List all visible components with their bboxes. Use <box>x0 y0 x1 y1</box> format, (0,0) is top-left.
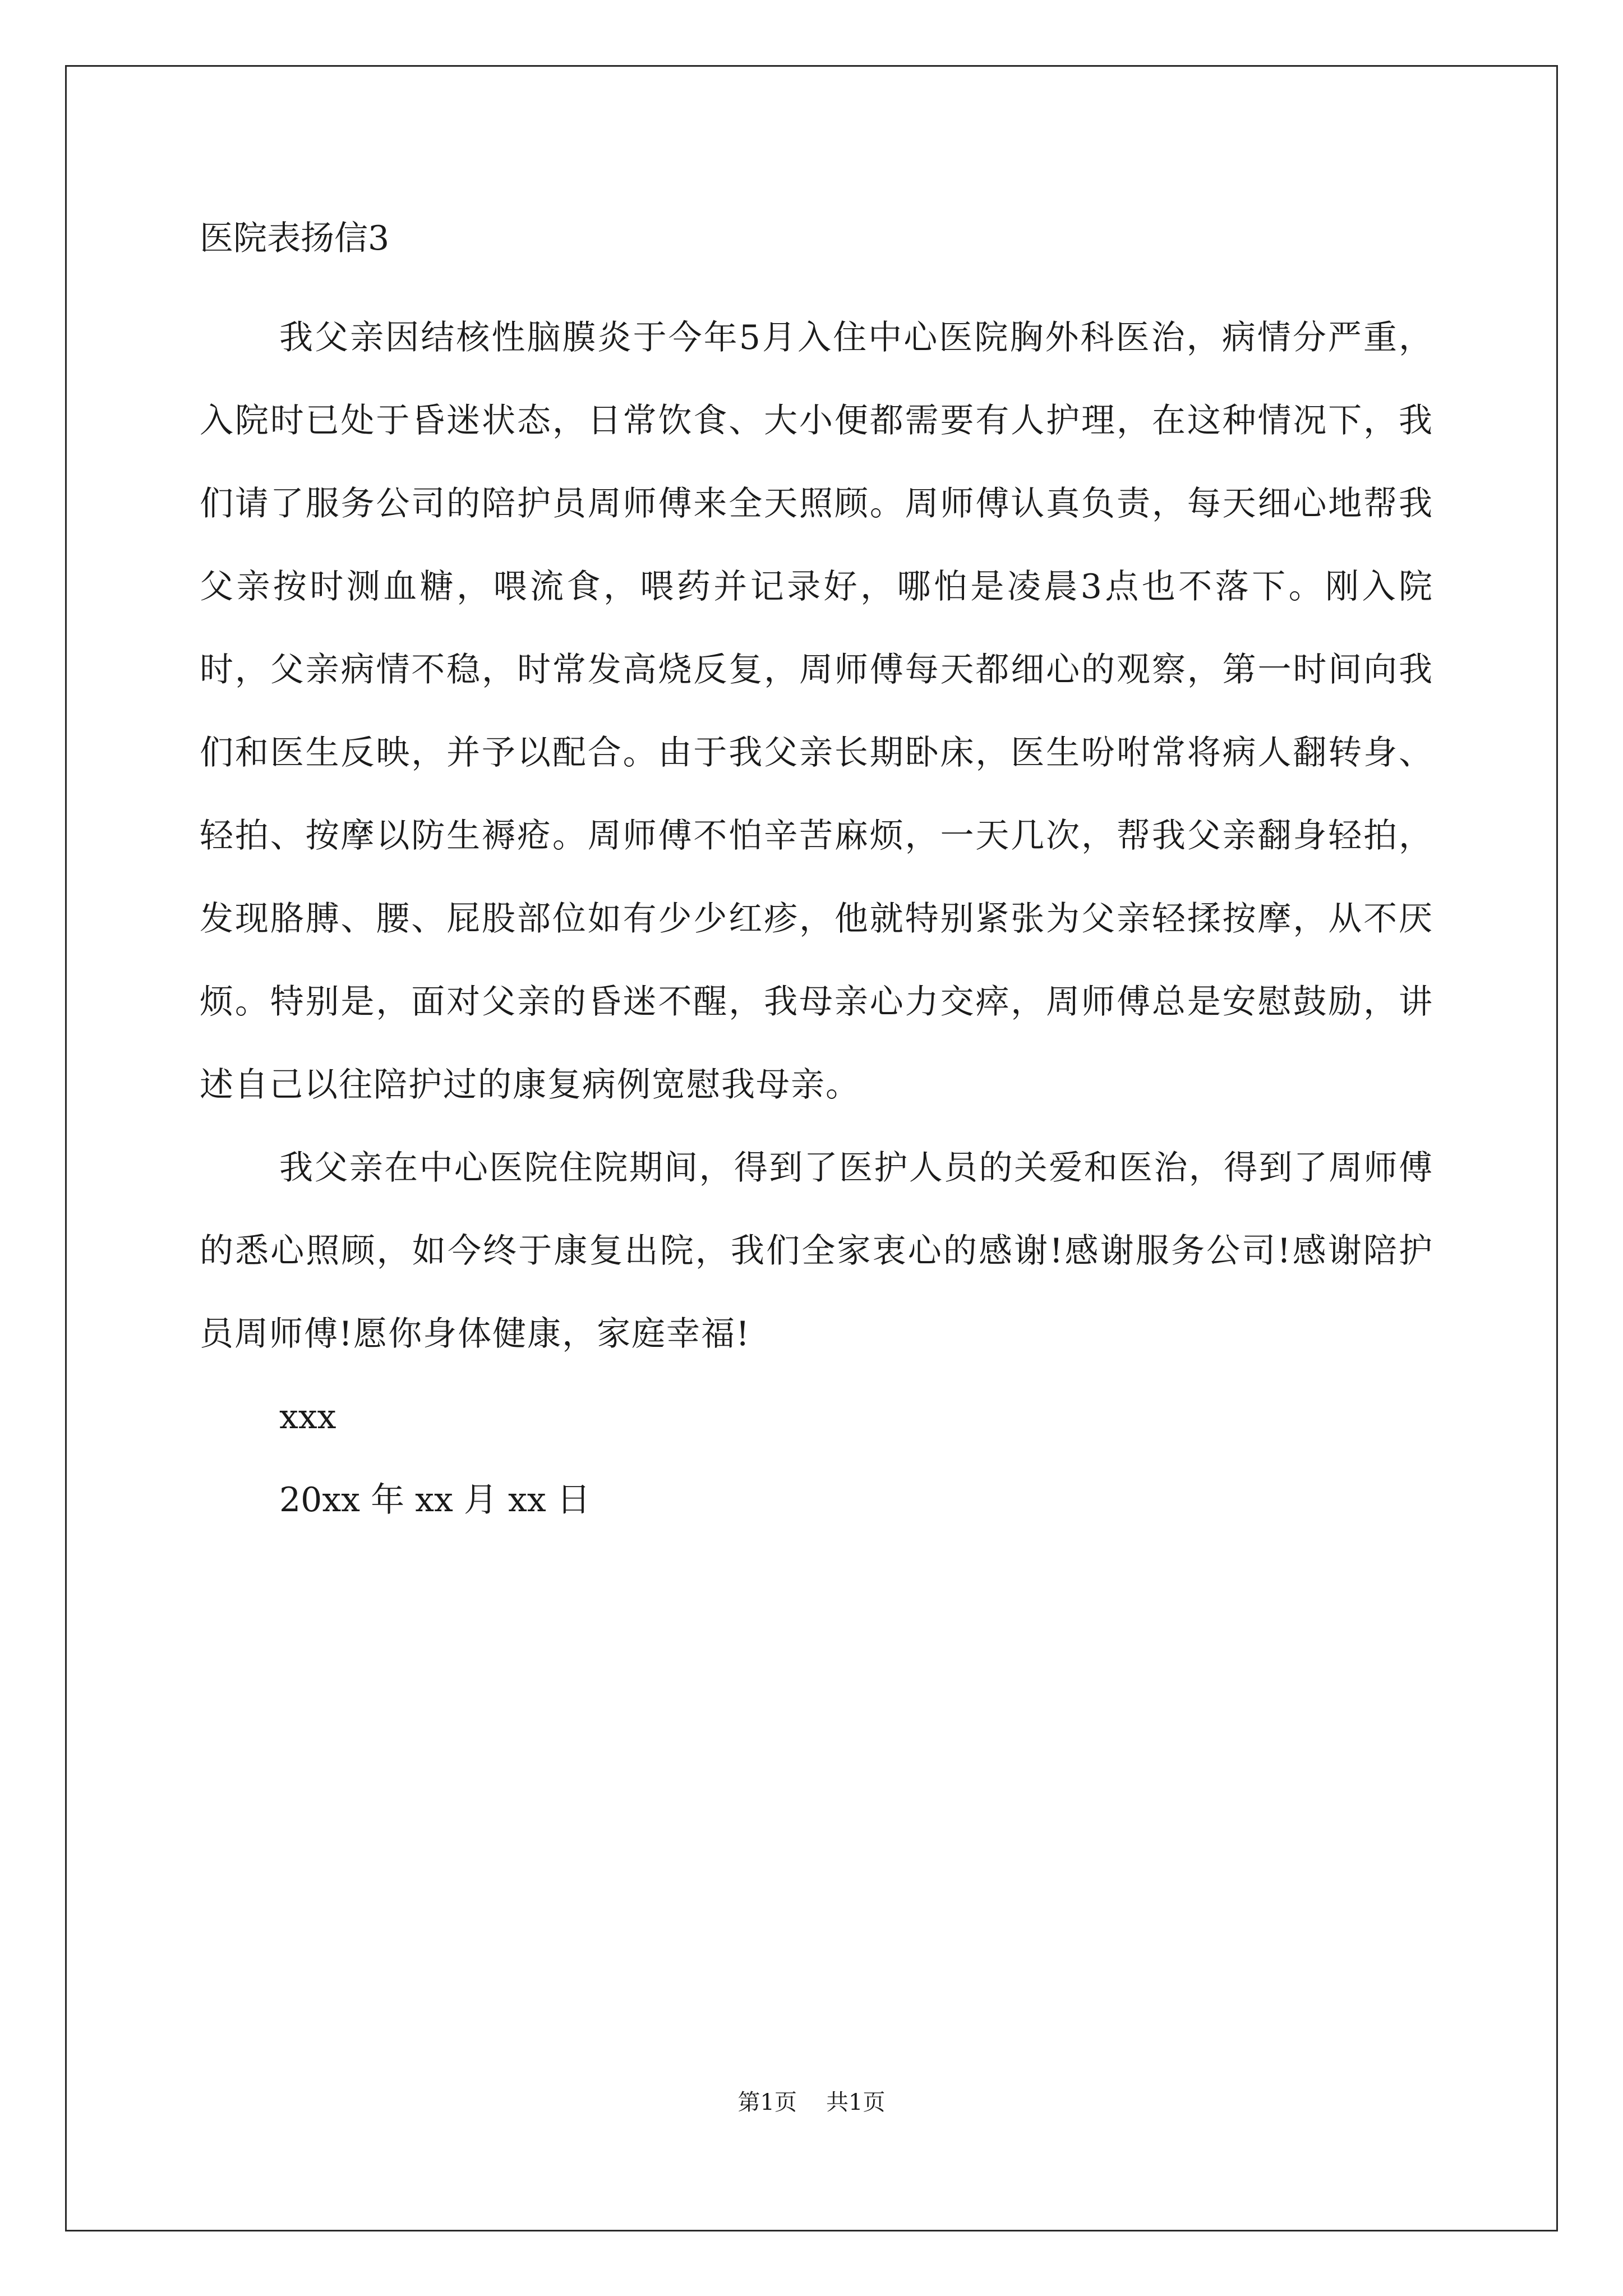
signature: xxx <box>279 1397 336 1437</box>
letter-date: 20xx 年 xx 月 xx 日 <box>279 1480 591 1520</box>
letter-title: 医院表扬信3 <box>200 219 390 258</box>
letter-paragraph-2: 我父亲在中心医院住院期间，得到了医护人员的关爱和医治，得到了周师傅的悉心照顾，如今终于康复出院，我们全家衷心的感谢!感谢服务公司!感谢陪护员周师傅!愿你身体健康，家庭幸福! <box>200 1148 1433 1354</box>
letter-body <box>200 213 1433 1542</box>
letter-paragraph-1: 我父亲因结核性脑膜炎于今年5月入住中心医院胸外科医治，病情分严重，入院时已处于昏迷状态，日常饮食、大小便都需要有人护理，在这种情况下，我们请了服务公司的陪护员周师傅来全天照顾。周师傅认真负责，每天细心地帮我父亲按时测血糖，喂流食，喂药并记录好，哪怕是凌晨3点也不落下。刚入院时，父亲病情不稳，时常发高烧反复，周师傅每天都细心的观察，第一时间向我们和医生反映，并予以配合。由于我父亲长期卧床，医生吩咐常将病人翻转身、轻拍、按摩以防生褥疮。周师傅不怕辛苦麻烦，一天几次，帮我父亲翻身轻拍，发现胳膊、腰、屁股部位如有少少红疹，他就特别紧张为父亲轻揉按摩，从不厌烦。特别是，面对父亲的昏迷不醒，我母亲心力交瘁，周师傅总是安慰鼓励，讲述自己以往陪护过的康复病例宽慰我母亲。 <box>200 318 1433 1105</box>
page-footer <box>0 2086 1623 2119</box>
page-number: 第1页 <box>737 2090 797 2115</box>
page-total: 共1页 <box>826 2090 886 2115</box>
